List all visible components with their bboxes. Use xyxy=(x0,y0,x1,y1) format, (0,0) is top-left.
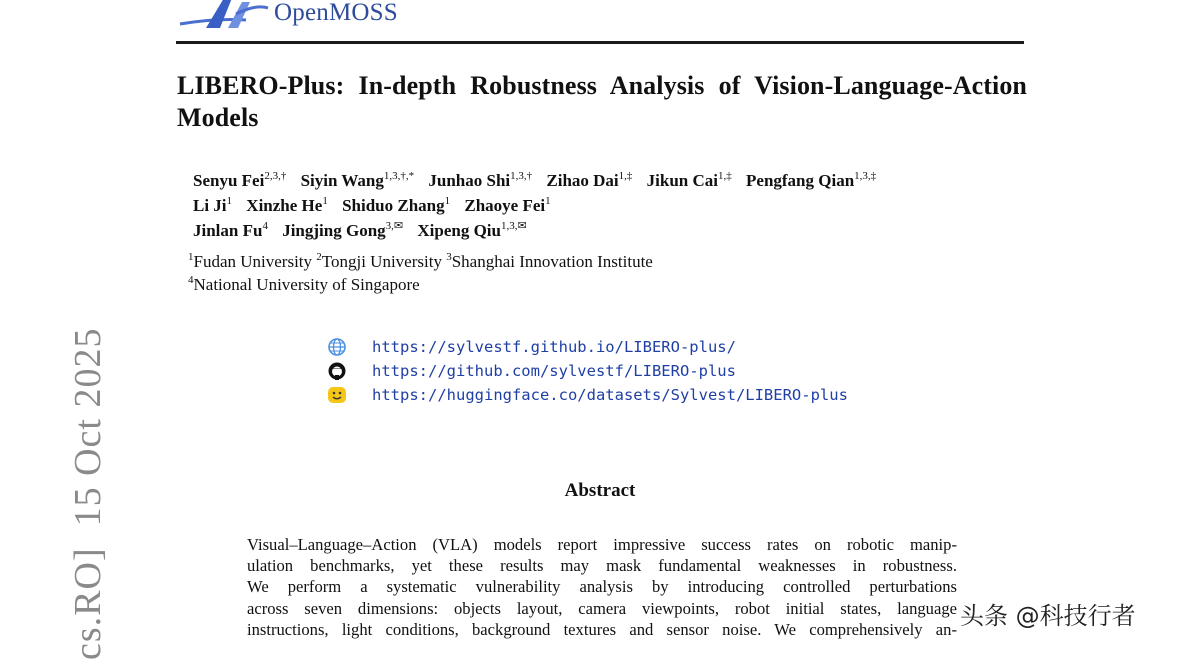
header-rule xyxy=(176,41,1024,44)
author: Pengfang Qian$^{1,3,\ddagger}$ xyxy=(746,170,877,190)
affiliation-list xyxy=(188,250,653,296)
author: Zhaoye Fei$^1$ xyxy=(464,195,551,215)
logo-text: OpenMOSS xyxy=(274,0,398,26)
affiliation: $^2$Tongji University xyxy=(316,251,442,271)
author-line xyxy=(193,218,886,243)
github-link[interactable]: https://github.com/sylvestf/LIBERO-plus xyxy=(372,362,736,380)
author: Senyu Fei$^{2,3,\dagger}$ xyxy=(193,170,287,190)
abstract-line: across seven dimensions: objects layout, camera viewpoints, robot initial states, language xyxy=(247,598,957,618)
abstract-line: instructions, light conditions, background textures and sensor noise. We comprehensively an- xyxy=(247,619,957,639)
globe-icon xyxy=(326,337,348,357)
abstract-line: ulation benchmarks, yet these results may mask fundamental weaknesses in robustness. xyxy=(247,556,957,576)
author: Shiduo Zhang$^1$ xyxy=(342,195,451,215)
abstract-heading: Abstract xyxy=(564,480,636,501)
affiliation: $^4$National University of Singapore xyxy=(188,274,420,294)
watermark: 头条 @科技行者 xyxy=(960,602,1136,630)
abstract-body xyxy=(247,534,957,664)
website-link[interactable]: https://sylvestf.github.io/LIBERO-plus/ xyxy=(372,338,736,356)
author: Zihao Dai$^{1,\ddagger}$ xyxy=(546,170,633,190)
author: Jinlan Fu$^4$ xyxy=(193,220,268,240)
author: Li Ji$^1$ xyxy=(193,195,233,215)
affiliation: $^1$Fudan University xyxy=(188,251,313,271)
paper-title: LIBERO-Plus: In-depth Robustness Analysis of Vision-Language-Action Models xyxy=(177,71,1027,132)
author: Xipeng Qiu$^{1,3,✉}$ xyxy=(417,220,527,240)
abstract-line: We perform a systematic vulnerability analysis by introducing controlled perturbations xyxy=(247,577,957,597)
affiliation-line xyxy=(188,250,653,273)
abstract-line: Visual–Language–Action (VLA) models report impressive success rates on robotic manip- xyxy=(247,535,957,554)
affiliation: $^3$Shanghai Innovation Institute xyxy=(446,251,653,271)
affiliation-line xyxy=(188,273,653,296)
author: Xinzhe He$^1$ xyxy=(246,195,328,215)
author: Jingjing Gong$^{3,✉}$ xyxy=(282,220,404,240)
author: Jikun Cai$^{1,\ddagger}$ xyxy=(646,170,732,190)
huggingface-link[interactable]: https://huggingface.co/datasets/Sylvest/LIBERO-plus xyxy=(372,386,848,404)
author: Junhao Shi$^{1,3,\dagger}$ xyxy=(428,170,533,190)
github-icon xyxy=(326,361,348,381)
huggingface-icon xyxy=(326,385,348,405)
author: Siyin Wang$^{1,3,\dagger,*}$ xyxy=(300,170,415,190)
author-line xyxy=(193,168,886,193)
author-list xyxy=(193,168,886,243)
arxiv-side-stamp: cs.RO] 15 Oct 2025 xyxy=(67,327,109,660)
author-line xyxy=(193,193,886,218)
